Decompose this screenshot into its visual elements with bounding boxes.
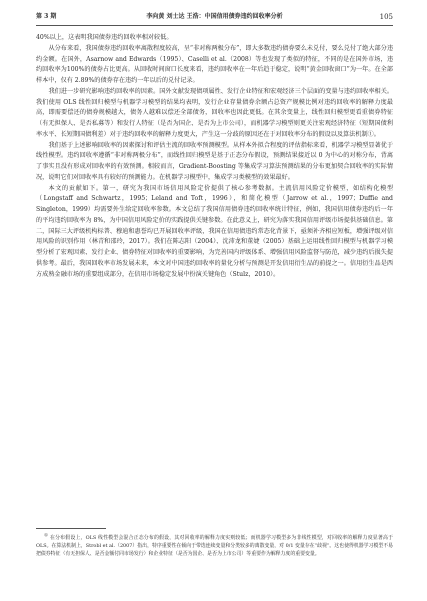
- footnote-marker: ①: [44, 533, 49, 539]
- footnote-divider: [36, 528, 106, 529]
- footnote-area: [36, 528, 393, 559]
- paragraph: 从分布来看，我国债券违约回收率离散程度较高，呈“非对称两极分布”，即大多数违约债券要么未兑付，要么兑付了绝大部分违约金额。在国外，Asarnow and Edwards（1995）、Caselli et al.（2008）等也发现了类似的特征，不同的是在国外市场，违约回收率为100%的债券占比更高。从回收时间窗口长度来看，违约回收率在一年后趋于稳定，说明“黄金回收窗口”为一年。在全部样本中，仅有 2.89%的债券存在违约一年以后的兑付记录。: [36, 44, 393, 84]
- issue-number: 第 3 期: [36, 13, 57, 20]
- body-text: [36, 33, 393, 280]
- running-header: [36, 11, 393, 26]
- footnote-text: 在分布假设上，OLS 线性模型会混合正态分布的假设，其对回收率的解释力度实则较低；而机器学习模型多为非线性模型，对回收率的解释力度显著高于 OLS。在算法机制上，Strobl et al.（2007）指出，特序重要性在倾向于带选连续变量和分类较多的离散变量，对 0/1 变量存在“歧视”。这也使得机器学习模型不易把债券特征（有无担保人、是否金额付同市场发行）和企业特征（是否为国企、是否为上市公司）等重要作为解释力度的重要变量。: [36, 535, 393, 558]
- paragraph: 我们基于上述影响回收率的因素探讨和评估主流的回收率预测模型。从样本外拟合程度的评估指标来看，机器学习模型显著优于线性模型。违约回收率遵循“非对称两极分布”，而线性回归模型是基于正态分布假设，预测结果接近以 0 为中心的对称分布，背离了事实且没有形成对回收率的有效预测。相较而言，Gradient-Boosting 等集成学习算法预测结果的分布更加契合回收率的实际情况，说明它们对回收率具有较好的预测能力。在机器学习模型中，集成学习类模型的效果最好。: [36, 141, 393, 181]
- paragraph: 40%以上，这表明我国债券违约回收率相对较低。: [36, 34, 173, 41]
- paragraph: 我们进一步研究影响违约回收率的因素。国外文献发现债项属性、发行企业特征和宏观经济三个层面的变量与违约回收率相关。我们使用 OLS 线性回归模型与机器学习模型的结果均表明，发行企业存量债券余额占总资产规模比例对违约回收率的解释力度最高，即需要偿还的债券规模越大，债务人越难以偿还全部债务，回收率也因此更低。在其余变量上，线性回归模型更看重债券特征（有无担保人、是否私募等）和发行人特征（是否为国企、是否为上市公司），而机器学习模型则更关注宏观经济特征（短期国债利率水平、长短期国债利差）对于违约回收率的解释力度更大，产生这一分歧的原因还在于对回收率分布的假设以及算法机制①。: [36, 87, 393, 138]
- authors-and-title: 李向黄 刘士达 王浩：中国信用债券违约回收率分析: [146, 13, 283, 20]
- page-number: 105: [379, 13, 393, 21]
- paragraph: 本文的贡献如下。第一，研究为我国市场信用风险定价提供了核心参考数据。主流信用风险定价模型，如结构化模型（Longstaff and Schwartz，1995；Leland and Toft，1996），和简化模型（Jarrow et al.，1997；Duffie and Singleton，1999）均需要外生给定回收率参数。本文总结了我国信用债券违约回收率统计特征，例如，我国信用债券违约后一年的平均违约回收率为 8%，为中国信用风险定价的实践提供关键参数。在此意义上，研究为落实我国信用评级市场提供基础信息。第二，国际三大评级机构标普、穆迪和惠誉均已开展回收率评级，我国在信用债违约常态化背景下，亟须补齐相应短板，增强评级对信用风险的识别作用（林青和邵玲，2017）。我们在陈志阳（2004）、沈沛龙和董婕（2005）基础上运用线性回归模型与机器学习模型分析了宏观因素、发行企业、债券特征对回收率的重要影响，为完善国内评级体系、增强信用风险监督与防范，减少违约后损失提供参考。最后，我国回收率市场发展未来，本文对中国违约回收率的量化分析与预测是开发信用衍生品的前提之一。信用衍生品是西方成熟金融市场的重要组成部分，在信用市场稳定发展中扮演关键角色（Stulz，2010）。: [36, 184, 393, 278]
- footnote: [36, 534, 393, 559]
